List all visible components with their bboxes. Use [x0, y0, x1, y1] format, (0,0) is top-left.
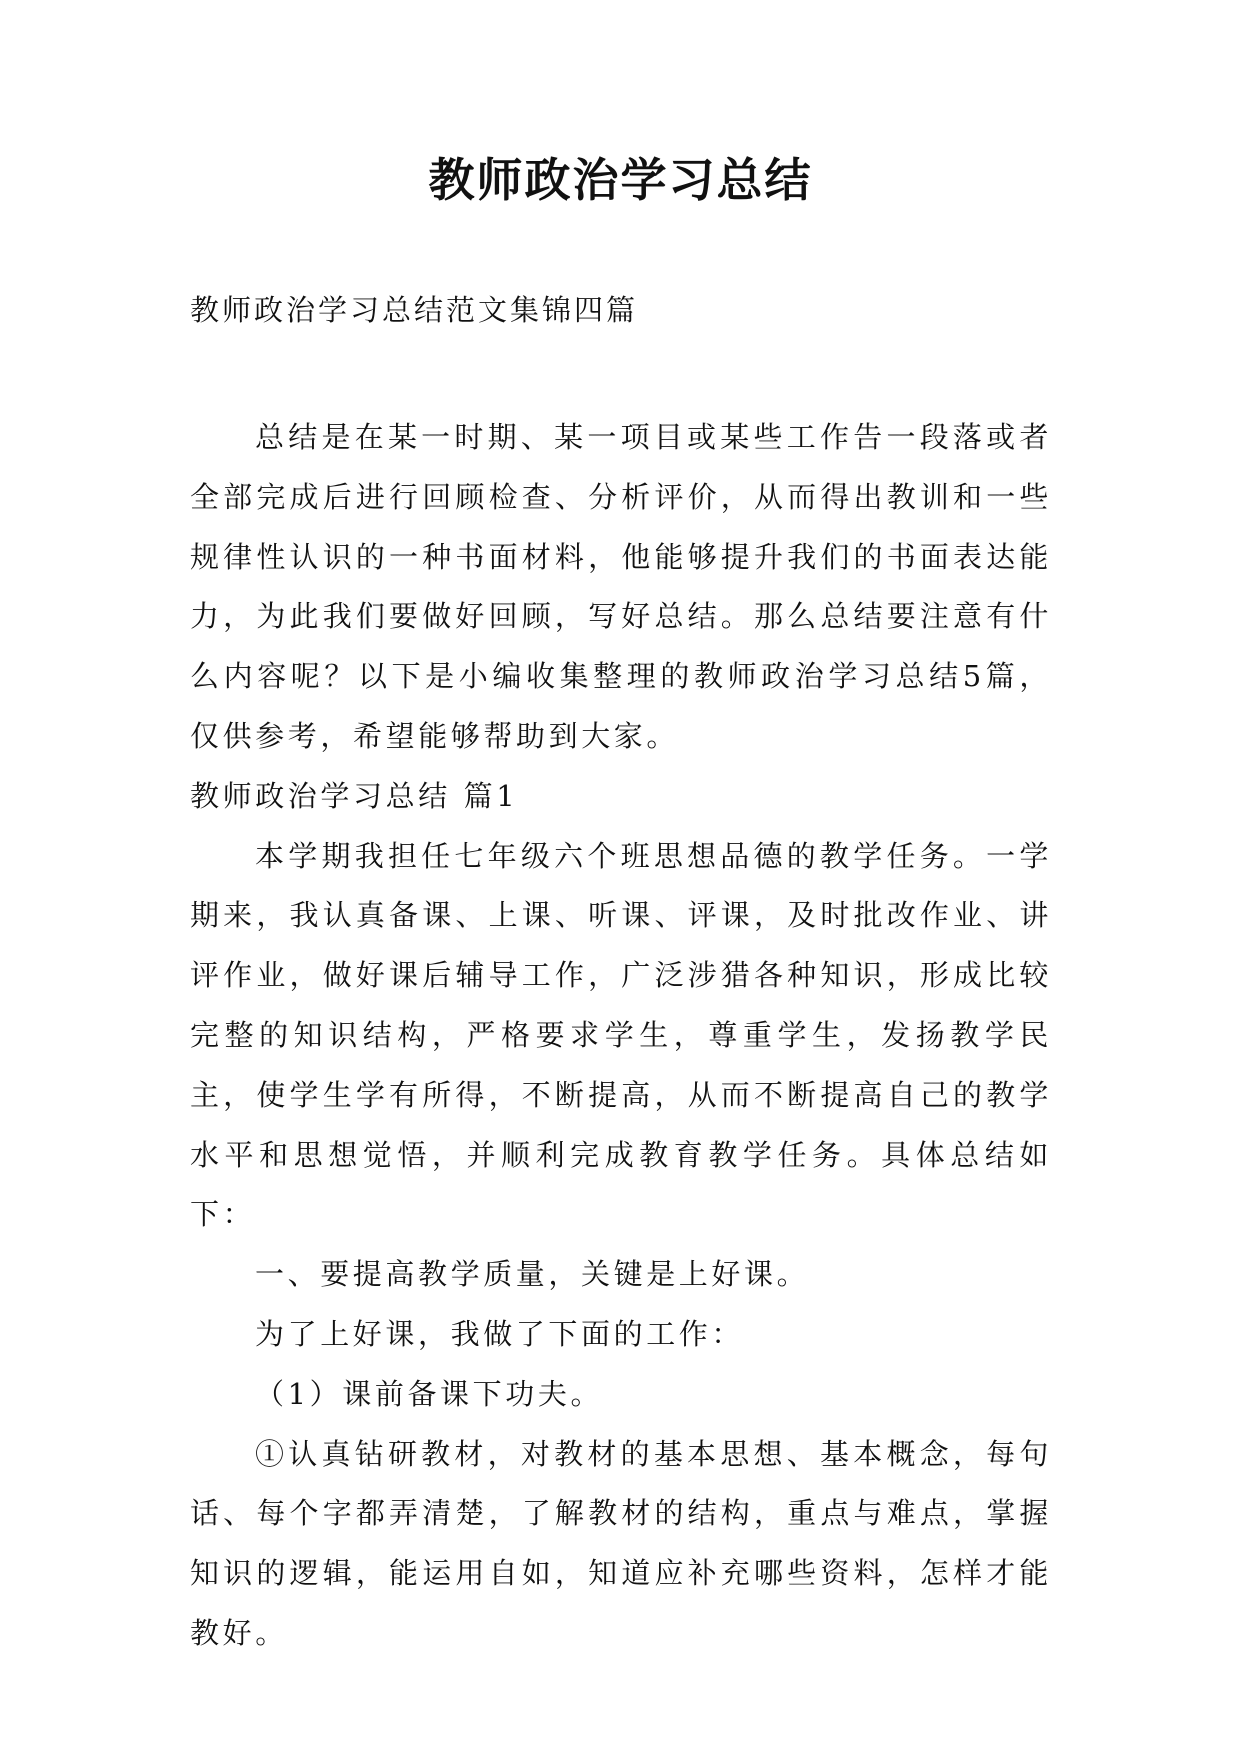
body-paragraph: 本学期我担任七年级六个班思想品德的教学任务。一学期来，我认真备课、上课、听课、评课，及时批改作业、讲评作业，做好课后辅导工作，广泛涉猎各种知识，形成比较完整的知识结构，严格要求学生，尊重学生，发扬教学民主，使学生学有所得，不断提高，从而不断提高自己的教学水平和思想觉悟，并顺利完成教育教学任务。具体总结如下： [190, 838, 1052, 1232]
document-subtitle: 教师政治学习总结范文集锦四篇 [190, 293, 639, 327]
body-paragraph: ①认真钻研教材，对教材的基本思想、基本概念，每句话、每个字都弄清楚，了解教材的结构，重点与难点，掌握知识的逻辑，能运用自如，知道应补充哪些资料，怎样才能教好。 [190, 1436, 1052, 1650]
body-paragraph: 为了上好课，我做了下面的工作： [255, 1316, 745, 1351]
intro-paragraph: 总结是在某一时期、某一项目或某些工作告一段落或者全部完成后进行回顾检查、分析评价，从而得出教训和一些规律性认识的一种书面材料，他能够提升我们的书面表达能力，为此我们要做好回顾，写好总结。那么总结要注意有什么内容呢？以下是小编收集整理的教师政治学习总结5篇，仅供参考，希望能够帮助到大家。 [190, 420, 1052, 753]
section-heading: 教师政治学习总结 篇1 [190, 778, 519, 813]
document-body [190, 408, 1052, 1664]
body-paragraph: 一、要提高教学质量，关键是上好课。 [255, 1257, 810, 1292]
body-paragraph: （1）课前备课下功夫。 [255, 1376, 604, 1411]
document-title: 教师政治学习总结 [428, 153, 813, 207]
